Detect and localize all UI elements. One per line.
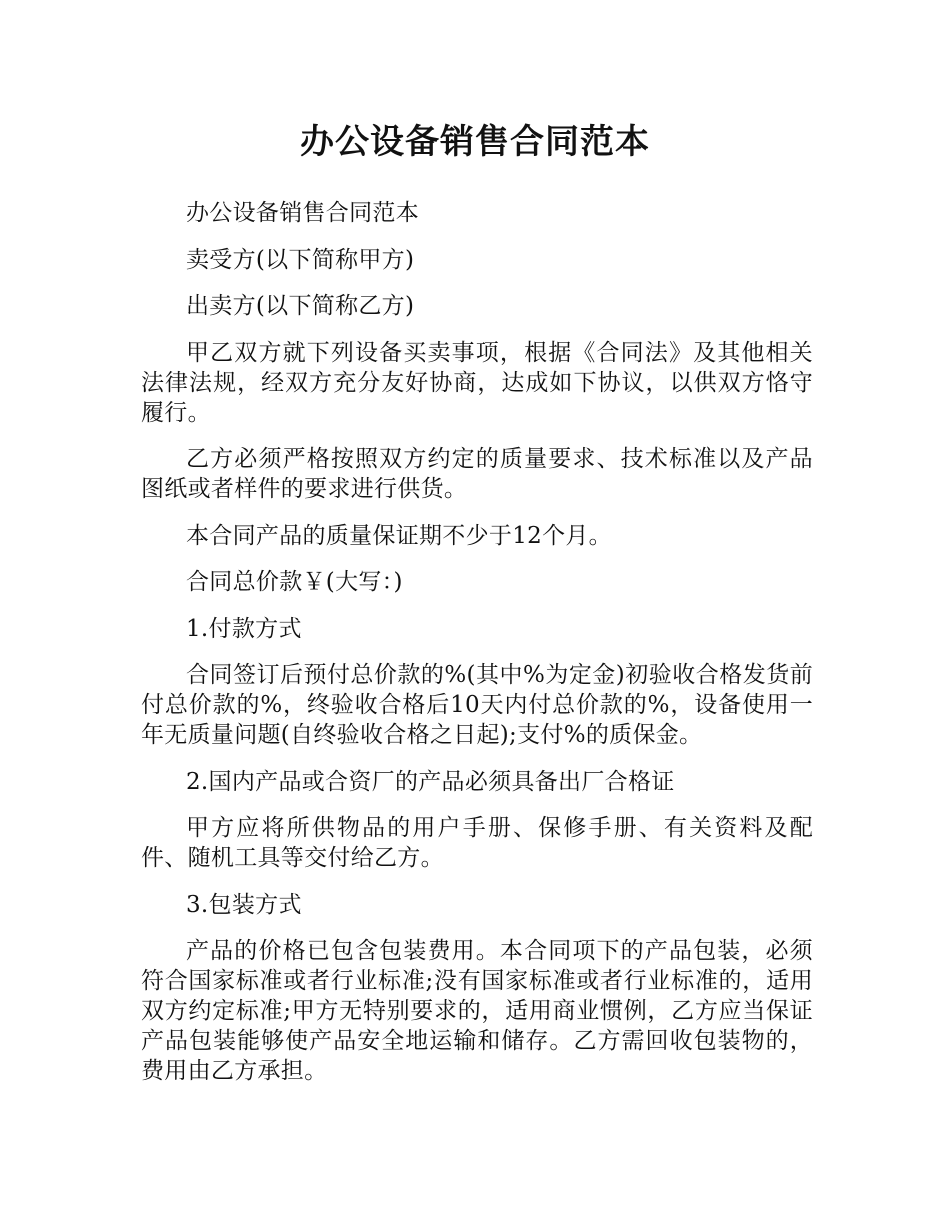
paragraph-packaging-terms: 产品的价格已包含包装费用。本合同项下的产品包装，必须符合国家标准或者行业标准;没有国家标准或者行业标准的，适用双方约定标准;甲方无特别要求的，适用商业惯例，乙方应当保证产品包装能够使产品安全地运输和储存。乙方需回收包装物的，费用由乙方承担。 — [141, 938, 813, 1084]
paragraph-party-a: 卖受方(以下简称甲方) — [186, 246, 415, 273]
section-heading-certificate: 2.国内产品或合资厂的产品必须具备出厂合格证 — [186, 768, 675, 795]
section-heading-payment: 1.付款方式 — [186, 615, 302, 642]
paragraph-total-price: 合同总价款￥(大写：) — [186, 569, 403, 595]
document-title: 办公设备销售合同范本 — [300, 122, 650, 162]
paragraph-doc-name: 办公设备销售合同范本 — [186, 200, 419, 226]
paragraph-manuals-delivery: 甲方应将所供物品的用户手册、保修手册、有关资料及配件、随机工具等交付给乙方。 — [141, 815, 813, 871]
paragraph-preamble: 甲乙双方就下列设备买卖事项，根据《合同法》及其他相关法律法规，经双方充分友好协商，达成如下协议，以供双方恪守履行。 — [141, 339, 813, 426]
paragraph-warranty-period: 本合同产品的质量保证期不少于12个月。 — [186, 522, 612, 549]
paragraph-party-b: 出卖方(以下简称乙方) — [186, 293, 415, 319]
section-heading-packaging: 3.包装方式 — [186, 891, 302, 918]
document-body — [141, 198, 813, 1103]
paragraph-payment-terms: 合同签订后预付总价款的%(其中%为定金)初验收合格发货前付总价款的%，终验收合格后10天内付总价款的%，设备使用一年无质量问题(自终验收合格之日起);支付%的质保金。 — [141, 662, 813, 748]
paragraph-quality-requirement: 乙方必须严格按照双方约定的质量要求、技术标准以及产品图纸或者样件的要求进行供货。 — [141, 446, 813, 502]
